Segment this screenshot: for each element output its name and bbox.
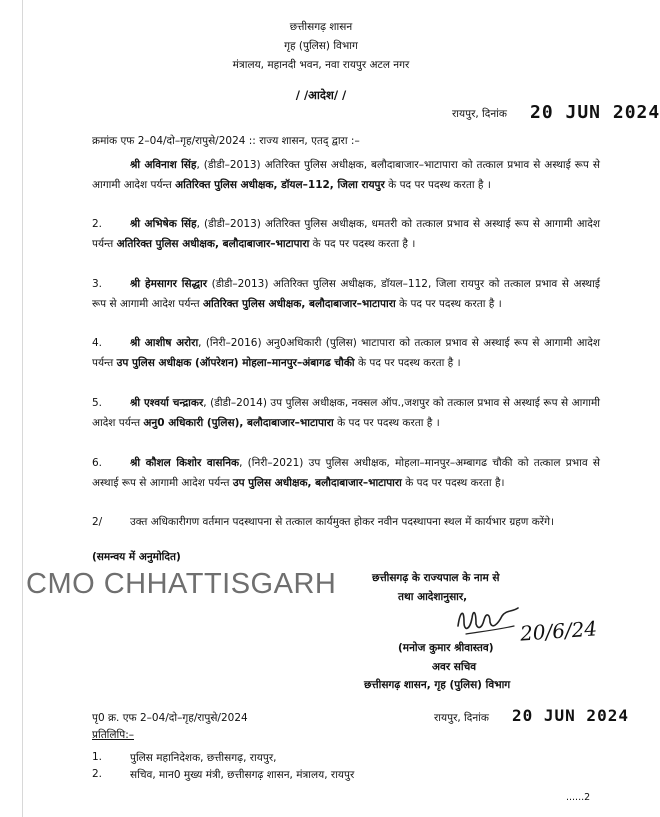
signature-mark <box>452 600 524 640</box>
header-state: छत्तीसगढ़ शासन <box>289 21 353 33</box>
para-text: , (निरी–2021) उप पुलिस अधीक्षक, मोहला–मानपुर–अम्बागढ चौकी को तत्काल प्रभाव से अस्थाई रूप से आगामी आदेश पर्यन्त <box>92 457 600 489</box>
officer-name: श्री एश्वर्या चन्द्राकर <box>130 397 204 409</box>
officer-name: श्री कौशल किशोर वासनिक <box>130 457 240 469</box>
posting: अतिरिक्त पुलिस अधीक्षक, बलौदाबाजार–भाटापारा <box>116 237 310 250</box>
approval-note: (समन्वय में अनुमोदित) <box>92 551 181 563</box>
date-label: रायपुर, दिनांक <box>452 108 507 120</box>
page-continuation: ......2 <box>566 792 591 803</box>
officer-name: श्री आशीष अरोरा <box>130 337 199 349</box>
order-para-5 <box>92 394 600 433</box>
order-para-6 <box>92 454 600 493</box>
para-text: उक्त अधिकारीगण वर्तमान पदस्थापना से तत्काल कार्यमुक्त होकर नवीन पदस्थापना स्थल में कार्यभार ग्रहण करेंगे। <box>130 516 554 528</box>
para-text: के पद पर पदस्थ करता है। <box>401 476 505 489</box>
para-text: , (डीडी–2014) उप पुलिस अधीक्षक, नक्सल ऑप.,जशपुर को तत्काल प्रभाव से अस्थाई रूप से आगामी आदेश पर्यन्त <box>92 397 600 429</box>
para-text: के पद पर पदस्थ करता है । <box>309 237 416 250</box>
scan-edge-line <box>22 0 23 817</box>
para-text: , (निरी–2016) अनु0अधिकारी (पुलिस) भाटापारा को तत्काल प्रभाव से अस्थाई रूप से आगामी आदेश पर्यन्त <box>92 337 600 369</box>
governor-order-line: छत्तीसगढ़ के राज्यपाल के नाम से <box>372 572 500 584</box>
officer-name: श्री हेमसागर सिद्धार <box>130 278 208 290</box>
para-num: 4. <box>92 337 103 349</box>
posting: उप पुलिस अधीक्षक (ऑपरेशन) मोहला–मानपुर–अंबागढ चौकी <box>116 356 355 369</box>
signature-handwritten-date: 20/6/24 <box>519 616 598 646</box>
date-stamp: 20 JUN 2024 <box>530 102 660 123</box>
signatory-designation: अवर सचिव <box>432 661 477 673</box>
header-address: मंत्रालय, महानदी भवन, नवा रायपुर अटल नगर <box>232 59 410 71</box>
para-num: 2/ <box>92 516 103 528</box>
para-num: 5. <box>92 397 103 409</box>
para-text: , (डीडी–2013) अतिरिक्त पुलिस अधीक्षक, बलौदाबाजार–भाटापारा को तत्काल प्रभाव से अस्थाई रूप से आगामी आदेश पर्यन्त <box>92 159 601 191</box>
order-para-relieve <box>92 513 600 533</box>
signatory-department: छत्तीसगढ़ शासन, गृह (पुलिस) विभाग <box>364 679 511 691</box>
posting: अतिरिक्त पुलिस अधीक्षक, बलौदाबाजार–भाटापारा <box>203 297 396 310</box>
para-num: 6. <box>92 457 103 469</box>
para-text: , (डीडी–2013) अतिरिक्त पुलिस अधीक्षक, धमतरी को तत्काल प्रभाव से अस्थाई रूप से आगामी आदेश पर्यन्त <box>92 218 600 250</box>
watermark: CMO CHHATTISGARH <box>26 568 337 600</box>
order-para-3 <box>92 275 600 314</box>
copy-item-text: पुलिस महानिदेशक, छत्तीसगढ़, रायपुर, <box>130 752 277 764</box>
by-order-line: तथा आदेशानुसार, <box>398 591 468 603</box>
copy-item-text: सचिव, मान0 मुख्य मंत्री, छत्तीसगढ़ शासन, मंत्रालय, रायपुर <box>130 769 355 781</box>
posting: उप पुलिस अधीक्षक, बलौदाबाजार–भाटापारा <box>232 476 402 489</box>
copy-item-num: 1. <box>92 751 103 763</box>
copy-label: प्रतिलिपि:– <box>92 729 134 741</box>
order-title: / /आदेश/ / <box>295 88 347 102</box>
header-department: गृह (पुलिस) विभाग <box>284 40 358 52</box>
endorsement-date-stamp: 20 JUN 2024 <box>512 706 629 725</box>
para-num: 3. <box>92 278 103 290</box>
para-text: के पद पर पदस्थ करता है । <box>395 297 502 310</box>
copy-item-num: 2. <box>92 768 103 780</box>
para-text: के पद पर पदस्थ करता है । <box>333 416 440 429</box>
signatory-name: (मनोज कुमार श्रीवास्तव) <box>398 642 494 654</box>
para-text: (डीडी–2013) अतिरिक्त पुलिस अधीक्षक, डॉयल–112, जिला रायपुर को तत्काल प्रभाव से अस्थाई रूप से आगामी आदेश पर्यन्त <box>92 278 600 310</box>
para-text: के पद पर पदस्थ करता है । <box>354 356 461 369</box>
order-para-1 <box>92 156 600 195</box>
para-num: 2. <box>92 218 103 230</box>
endorsement-date-label: रायपुर, दिनांक <box>434 712 489 724</box>
reference-line: क्रमांक एफ 2–04/दो–गृह/रापुसे/2024 :: राज्य शासन, एतद् द्वारा :– <box>92 135 360 147</box>
endorsement-ref: पृ0 क्र. एफ 2–04/दो–गृह/रापुसे/2024 <box>92 712 248 724</box>
officer-name: श्री अविनाश सिंह <box>130 159 197 171</box>
officer-name: श्री अभिषेक सिंह <box>130 218 197 230</box>
order-para-2 <box>92 215 600 254</box>
para-text: के पद पर पदस्थ करता है । <box>384 178 491 191</box>
order-para-4 <box>92 334 600 373</box>
posting: अतिरिक्त पुलिस अधीक्षक, डॉयल–112, जिला रायपुर <box>175 178 385 191</box>
posting: अनु0 अधिकारी (पुलिस), बलौदाबाजार–भाटापारा <box>143 416 334 429</box>
